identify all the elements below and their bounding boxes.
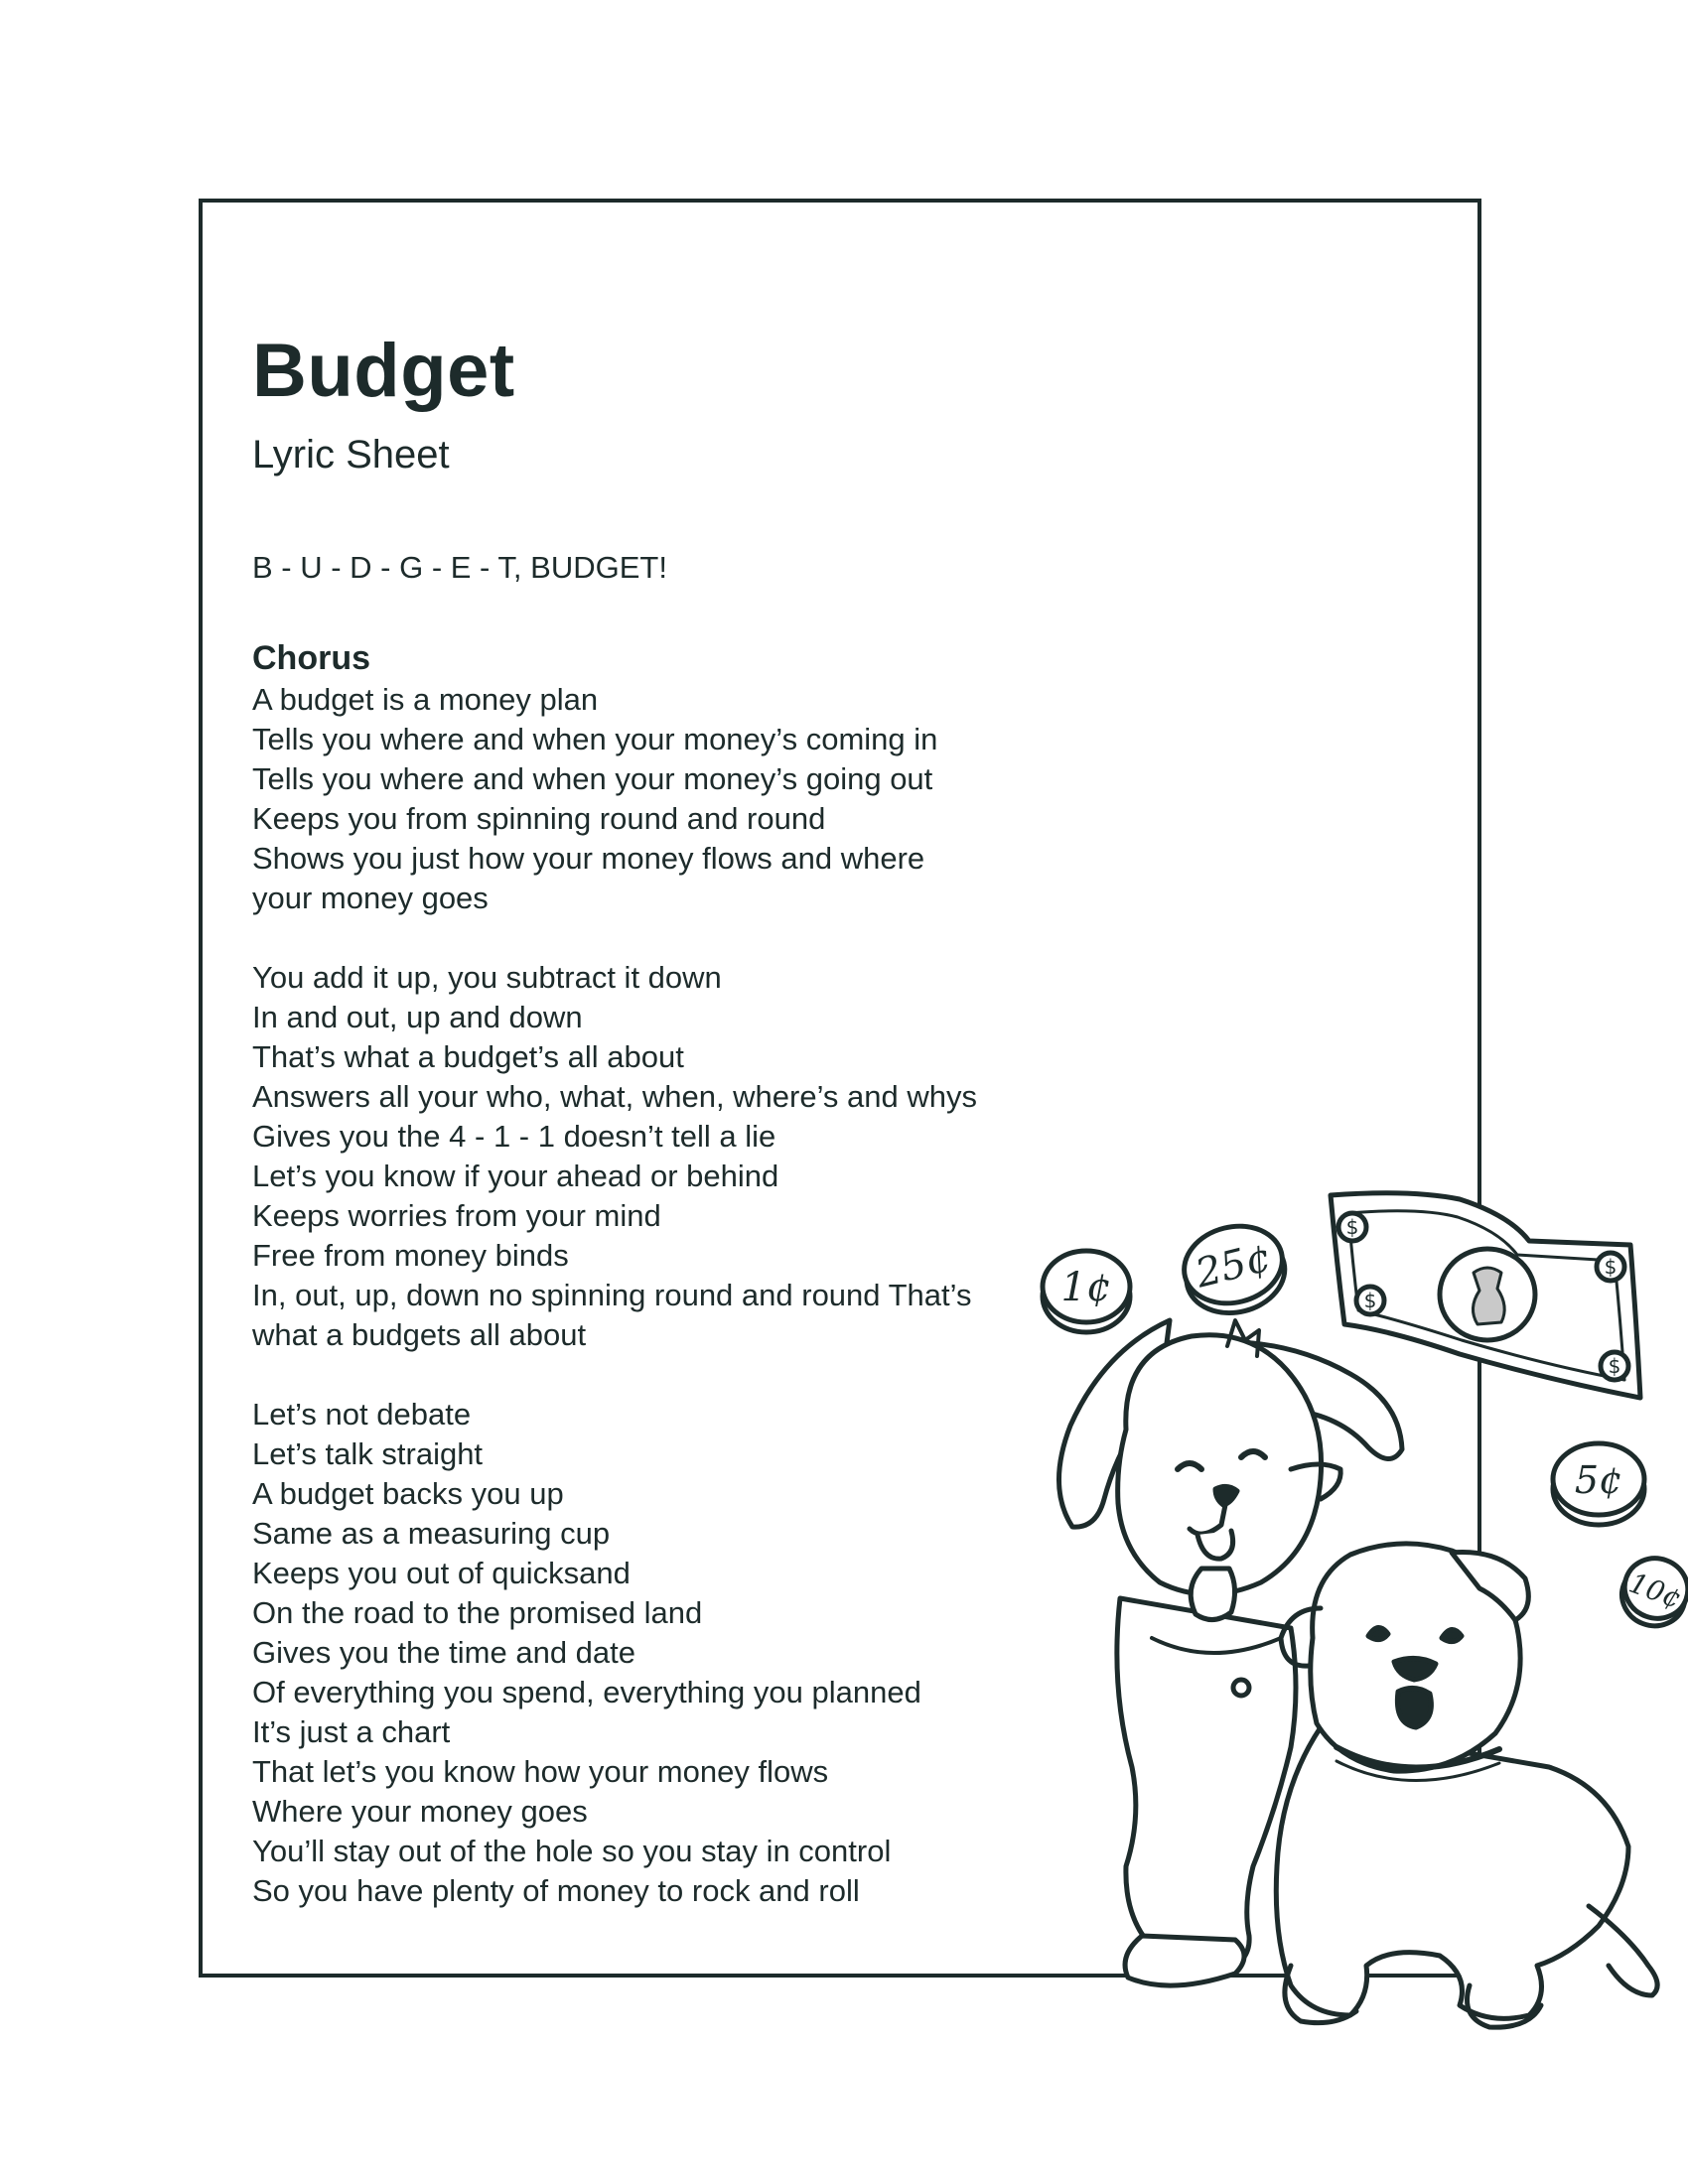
- lyric-line: Where your money goes: [252, 1794, 588, 1829]
- coin-5c-icon: [1553, 1443, 1644, 1525]
- intro-line: B - U - D - G - E - T, BUDGET!: [252, 550, 667, 585]
- lyric-line: Let’s not debate: [252, 1397, 472, 1432]
- lyric-line: Tells you where and when your money’s going out: [252, 761, 933, 796]
- page-title: Budget: [252, 329, 515, 413]
- lyric-line: Same as a measuring cup: [252, 1516, 611, 1551]
- lyric-line: In, out, up, down no spinning round and round That’s: [252, 1278, 972, 1312]
- stanza-2: [252, 958, 1047, 1355]
- coin-1c-label: 1¢: [1060, 1265, 1112, 1310]
- bill-symbol: $: [1345, 1215, 1359, 1239]
- coin-25c-icon: [1176, 1216, 1293, 1323]
- lyric-line: Answers all your who, what, when, where’s and whys: [252, 1079, 977, 1114]
- lyric-line: Let’s you know if your ahead or behind: [252, 1159, 779, 1193]
- stanza-1: [252, 680, 1047, 918]
- coin-5c-label: 5¢: [1574, 1458, 1623, 1502]
- lyric-line: On the road to the promised land: [252, 1595, 703, 1630]
- lyric-line: A budget backs you up: [252, 1476, 564, 1511]
- lyric-line: Keeps worries from your mind: [252, 1198, 661, 1233]
- lyric-line: Keeps you from spinning round and round: [252, 801, 826, 836]
- puppy-character-icon: [1276, 1544, 1657, 2027]
- bill-symbol: $: [1363, 1289, 1377, 1312]
- lyric-line: Keeps you out of quicksand: [252, 1556, 631, 1590]
- coin-10c-label: 10¢: [1624, 1566, 1686, 1615]
- coin-1c-icon: [1043, 1251, 1130, 1332]
- lyric-line: your money goes: [252, 881, 489, 915]
- lyric-line: Shows you just how your money flows and where: [252, 841, 925, 876]
- lyric-line: Let’s talk straight: [252, 1436, 484, 1471]
- coin-10c-icon: [1614, 1550, 1688, 1635]
- lyric-line: That’s what a budget’s all about: [252, 1039, 684, 1074]
- lyric-line: You add it up, you subtract it down: [252, 960, 722, 995]
- lyric-line: You’ll stay out of the hole so you stay in control: [252, 1834, 892, 1868]
- lyric-line: That let’s you know how your money flows: [252, 1754, 829, 1789]
- lyric-line: Gives you the 4 - 1 - 1 doesn’t tell a lie: [252, 1119, 776, 1154]
- coin-25c-label: 25¢: [1191, 1234, 1276, 1297]
- lyrics-body: [252, 548, 1047, 1951]
- lyric-line: Free from money binds: [252, 1238, 569, 1273]
- dollar-bill-icon: [1331, 1193, 1640, 1398]
- stanza-3: [252, 1395, 1047, 1911]
- lyric-line: It’s just a chart: [252, 1714, 451, 1749]
- lyric-line: Gives you the time and date: [252, 1635, 636, 1670]
- lyric-line: Tells you where and when your money’s coming in: [252, 722, 938, 756]
- page-subtitle: Lyric Sheet: [252, 433, 450, 477]
- lyric-line: In and out, up and down: [252, 1000, 583, 1034]
- chorus-heading: Chorus: [252, 639, 370, 677]
- bill-symbol: $: [1608, 1354, 1621, 1378]
- lyric-line: Of everything you spend, everything you planned: [252, 1675, 921, 1709]
- mascot-illustration: [993, 1171, 1688, 2174]
- lyric-line: A budget is a money plan: [252, 682, 599, 717]
- lyric-line: what a budgets all about: [252, 1317, 587, 1352]
- lyric-line: So you have plenty of money to rock and roll: [252, 1873, 860, 1908]
- bill-symbol: $: [1604, 1255, 1618, 1279]
